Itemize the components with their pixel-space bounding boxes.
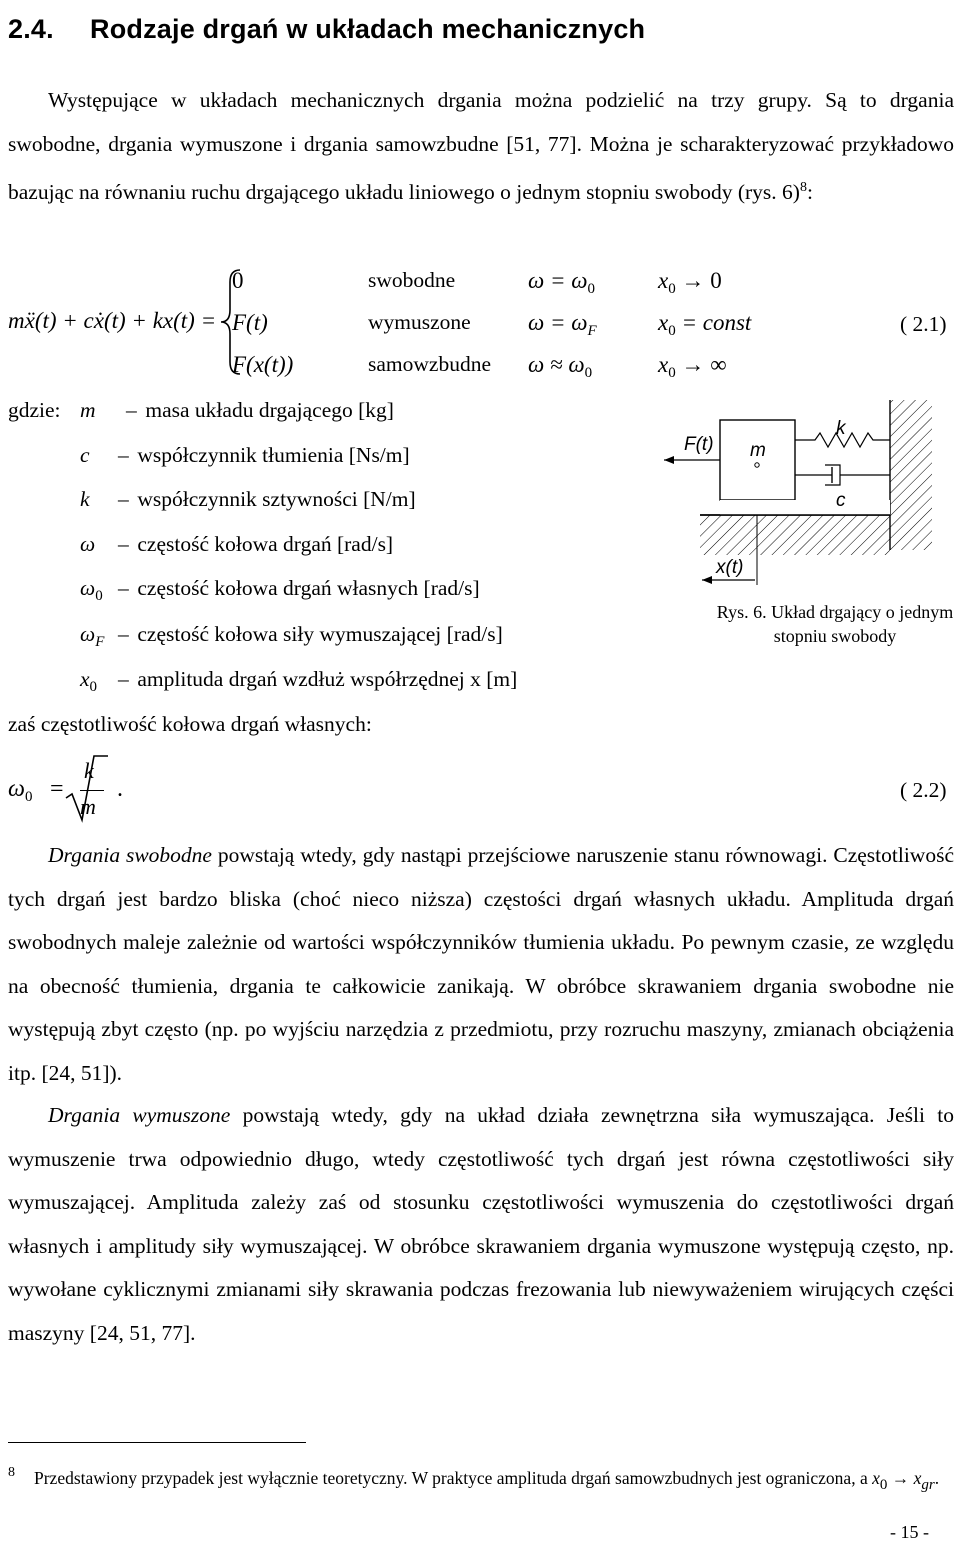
case-amp-2: $x_0$ → ∞ — [658, 352, 727, 381]
case-amp-1: $x_0$ = const — [658, 310, 752, 339]
case-omega-2: $\omega \approx \omega_0$ — [528, 352, 593, 381]
equation-label-2-1: ( 2.1) — [900, 312, 947, 336]
eq2-den: m — [80, 794, 96, 819]
label-damper: c — [836, 490, 846, 511]
oscillator-diagram — [660, 395, 950, 595]
intro-paragraph: Występujące w układach mechanicznych drgania można podzielić na trzy grupy. Są to drgania swobodne, drgania wymuszone i drgania samowzbudne [51, 77]. Można je scharakteryzować przykładowo bazując na równaniu ruchu drgającego układu liniowego o jednym stopniu swobody (rys. 6)$^8$: — [8, 88, 954, 204]
case-amp-0: $x_0 \to 0$ — [658, 268, 722, 297]
list-item: $\omega_0$ – częstość kołowa drgań własnych [rad/s] — [80, 576, 480, 604]
list-item: ω – częstość kołowa drgań [rad/s] — [80, 532, 394, 556]
wall-hatch — [890, 400, 932, 550]
section-number: 2.4. — [8, 14, 54, 44]
term-forced: Drgania wymuszone — [48, 1103, 231, 1127]
paragraph-free-vibrations: Drgania swobodne powstają wtedy, gdy nastąpi przejściowe naruszenie stanu równowagi. Częstotliwość tych drgań jest bardzo bliska (choć nieco niższa) częstości drgań własnych układu. Amplituda drgań swobodnych maleje zależnie od wartości współczynników tłumienia układu. Po pewnym czasie, ze względu na obecność tłumienia, drgania te całkowicie zanikają. W obróbce skrawaniem drgania swobodne nie występują zbyt często (np. po wyjściu narzędzia z przedmiotu, przy rozruchu maszyny, zmianach obciążenia itp. [24, 51]). — [8, 843, 954, 1085]
eq2-eq: = — [50, 776, 64, 802]
section-heading — [8, 14, 645, 45]
list-item: m – masa układu drgającego [kg] — [80, 398, 394, 422]
fraction-bar — [80, 790, 104, 791]
case-omega-1: $\omega = \omega_F$ — [528, 310, 597, 339]
equation-label-2-2: ( 2.2) — [900, 778, 947, 802]
footnote-ref: 8 — [799, 180, 807, 195]
list-item: k – współczynnik sztywności [N/m] — [80, 487, 416, 511]
case-type-1: wymuszone — [368, 310, 471, 334]
eq2-dot: . — [117, 776, 123, 802]
label-force: F(t) — [684, 434, 714, 455]
eq2-lhs: $\omega_0$ — [8, 776, 33, 805]
case-omega-0: $\omega = \omega_0$ — [528, 268, 595, 297]
list-item: c – współczynnik tłumienia [Ns/m] — [80, 443, 410, 467]
case-force-0: 0 — [232, 268, 244, 293]
term-free: Drgania swobodne — [48, 843, 212, 867]
displacement-arrow — [702, 576, 712, 584]
list-item: $x_0$ – amplituda drgań wzdłuż współrzędnej x [m] — [80, 667, 518, 695]
case-type-2: samowzbudne — [368, 352, 491, 376]
page-number: - 15 - — [890, 1522, 929, 1542]
intro-text: Występujące w układach mechanicznych drgania można podzielić na trzy grupy. Są to drgania swobodne, drgania wymuszone i drgania samowzbudne [51, 77]. Można je scharakteryzować przykładowo bazując na równaniu ruchu drgającego układu liniowego o jednym stopniu swobody (rys. 6) — [8, 88, 954, 204]
footnote-separator — [8, 1442, 306, 1443]
list-item: $\omega_F$ – częstość kołowa siły wymuszającej [rad/s] — [80, 622, 503, 650]
footnote: 8 Przedstawiony przypadek jest wyłącznie teoretyczny. W praktyce amplituda drgań samowzbudnych jest ograniczona, a x0 → xgr. — [8, 1465, 940, 1493]
case-force-1: F(t) — [232, 310, 268, 335]
figure-caption: Rys. 6. Układ drgający o jednym stopniu swobody — [716, 602, 954, 646]
equation-lhs: mẍ(t) + cẋ(t) + kx(t) = — [8, 308, 217, 333]
where-intro: gdzie: — [8, 398, 61, 422]
where-outro: zaś częstotliwość kołowa drgań własnych: — [8, 712, 372, 736]
case-type-0: swobodne — [368, 268, 456, 292]
paragraph-forced-vibrations: Drgania wymuszone powstają wtedy, gdy na układ działa zewnętrzna siła wymuszająca. Jeśli to wymuszenie trwa odpowiednio długo, wtedy częstotliwość tych drgań jest równa częstotliwości siły wymuszającej. Amplituda zależy zaś od stosunku częstotliwości wymuszenia do częstotliwości drgań własnych i amplitudy siły wymuszającej. W obróbce skrawaniem drgania wymuszone występują często, np. wywołane cyklicznymi zmianami siły skrawania podczas frezowania lub niewyważeniem wirujących części maszyny [24, 51, 77]. — [8, 1103, 955, 1345]
label-displacement: x(t) — [716, 557, 744, 578]
label-spring: k — [836, 418, 846, 439]
label-mass: m — [750, 440, 766, 461]
case-force-2: F(x(t)) — [232, 352, 294, 377]
force-arrow — [664, 456, 674, 464]
section-title: Rodzaje drgań w układach mechanicznych — [90, 14, 646, 44]
eq2-num: k — [84, 758, 94, 783]
